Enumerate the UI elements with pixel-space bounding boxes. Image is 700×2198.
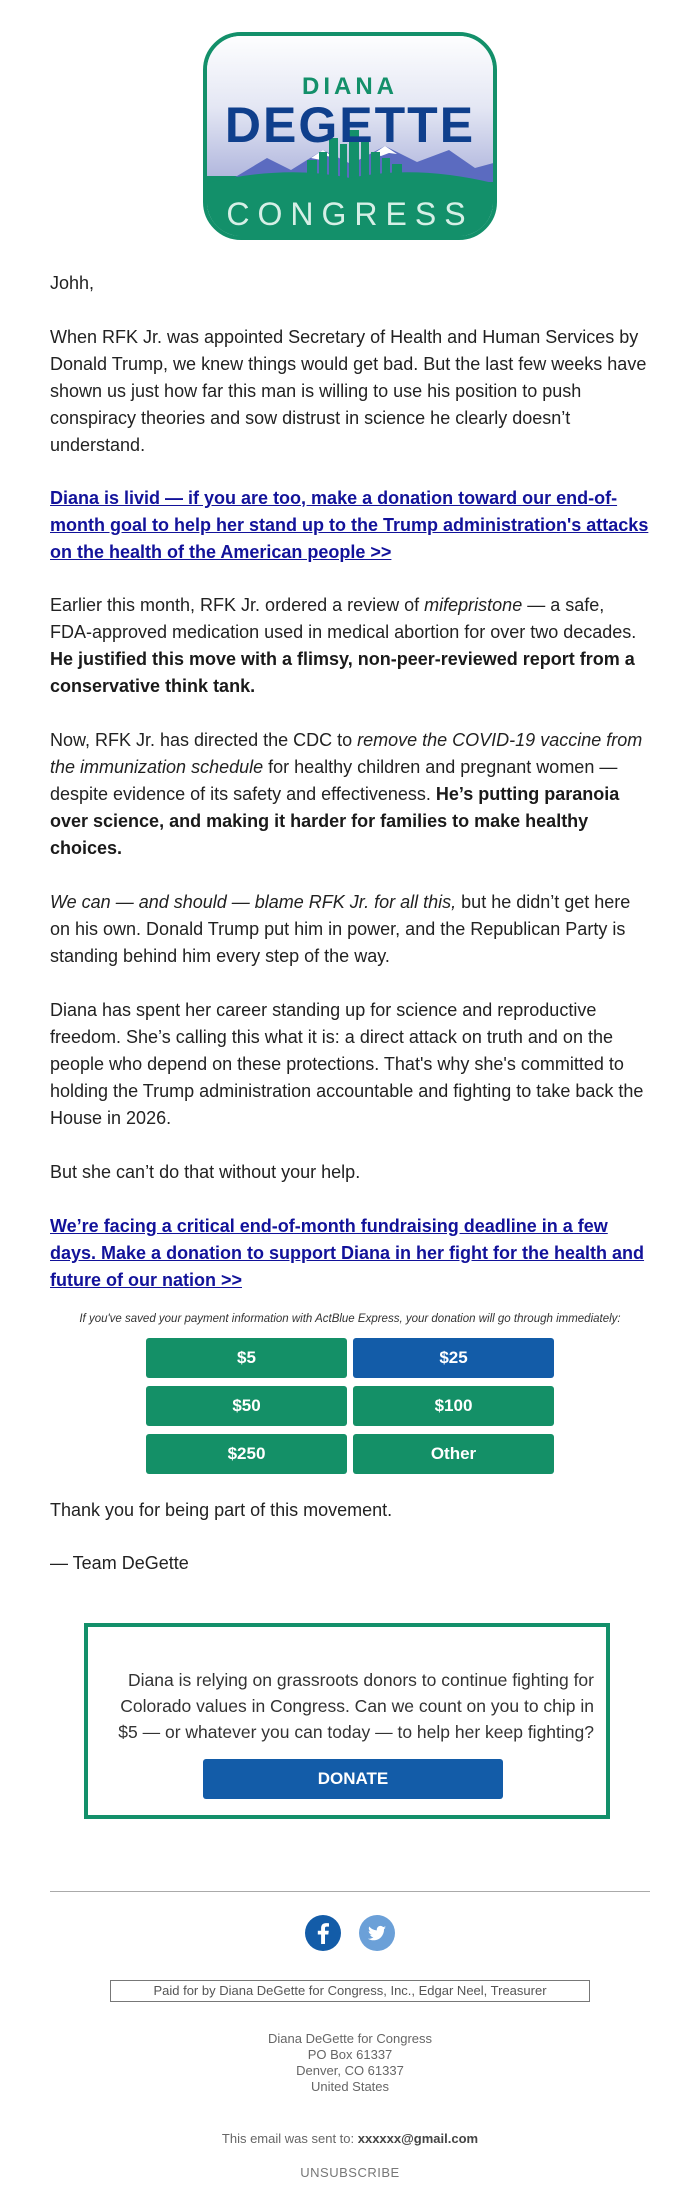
donate-amount-other-button[interactable]: Other	[353, 1434, 554, 1474]
signoff: — Team DeGette	[50, 1553, 189, 1573]
address-line-2: PO Box 61337	[307, 2047, 393, 2062]
footer-divider	[50, 1891, 650, 1892]
donation-link-1-block	[50, 485, 650, 566]
greeting: Johh,	[50, 273, 95, 293]
address-line-3: Denver, CO 61337	[296, 2063, 404, 2078]
diana-degette-congress-logo	[203, 32, 497, 240]
logo-line-2: DEGETTE	[224, 97, 476, 153]
sent-to-notice	[0, 2131, 700, 2146]
donate-button[interactable]: DONATE	[203, 1759, 503, 1799]
address-line-1: Diana DeGette for Congress	[267, 2031, 433, 2046]
paragraph-help: But she can’t do that without your help.	[50, 1162, 361, 1182]
grassroots-callout-box	[84, 1623, 610, 1819]
paragraph-covid-vaccine: Now, RFK Jr. has directed the CDC to remove the COVID-19 vaccine from the immunization schedule for healthy children and pregnant women — despite evidence of its safety and effectiveness. He’s putting paranoia over science, and making it harder for families to make healthy choices.	[50, 730, 643, 858]
logo-line-1: DIANA	[302, 73, 398, 100]
callout-text: Diana is relying on grassroots donors to continue fighting for Colorado values in Congress. Can we count on you to chip in $5 — or whatever you can today — to help her keep fighting?	[118, 1670, 594, 1742]
donate-amount-25-button[interactable]: $25	[353, 1338, 554, 1378]
address-line-4: United States	[310, 2079, 390, 2094]
donate-amount-5-button[interactable]: $5	[146, 1338, 347, 1378]
donation-link-2-block	[50, 1213, 650, 1294]
paid-for-disclaimer: Paid for by Diana DeGette for Congress, Inc., Edgar Neel, Treasurer	[110, 1980, 590, 2002]
paragraph-career: Diana has spent her career standing up for science and reproductive freedom. She’s calling this what it is: a direct attack on truth and on the people who depend on these protections. That's why she's committed to holding the Trump administration accountable and fighting to take back the House in 2026.	[50, 1000, 644, 1128]
facebook-icon[interactable]	[305, 1915, 341, 1951]
sent-to-email: xxxxxx@gmail.com	[357, 2131, 479, 2146]
paragraph-intro: When RFK Jr. was appointed Secretary of Health and Human Services by Donald Trump, we knew things would get bad. But the last few weeks have shown us just how far this man is willing to use his position to push conspiracy theories and sow distrust in science he clearly doesn’t understand.	[50, 327, 647, 455]
sent-to-label: This email was sent to:	[221, 2131, 358, 2146]
donate-amount-100-button[interactable]: $100	[353, 1386, 554, 1426]
logo-line-3: CONGRESS	[226, 196, 474, 232]
donate-amount-250-button[interactable]: $250	[146, 1434, 347, 1474]
paragraph-blame: We can — and should — blame RFK Jr. for all this, but he didn’t get here on his own. Donald Trump put him in power, and the Republican Party is standing behind him every step of the way.	[50, 892, 631, 966]
actblue-express-note: If you've saved your payment information with ActBlue Express, your donation will go through immediately:	[79, 1313, 621, 1325]
paragraph-mifepristone: Earlier this month, RFK Jr. ordered a review of mifepristone — a safe, FDA-approved medication used in medical abortion for over two decades. He justified this move with a flimsy, non-peer-reviewed report from a conservative think tank.	[50, 595, 637, 696]
twitter-icon[interactable]	[359, 1915, 395, 1951]
donate-amount-50-button[interactable]: $50	[146, 1386, 347, 1426]
donation-link-1[interactable]: Diana is livid — if you are too, make a donation toward our end-of-month goal to help her stand up to the Trump administration's attacks on the health of the American people >>	[50, 488, 649, 562]
mailing-address	[0, 2031, 700, 2095]
thanks-text: Thank you for being part of this movement.	[50, 1500, 393, 1520]
unsubscribe-link[interactable]: UNSUBSCRIBE	[300, 2165, 400, 2180]
donation-link-2[interactable]: We’re facing a critical end-of-month fundraising deadline in a few days. Make a donation to support Diana in her fight for the health and future of our nation >>	[50, 1216, 645, 1290]
